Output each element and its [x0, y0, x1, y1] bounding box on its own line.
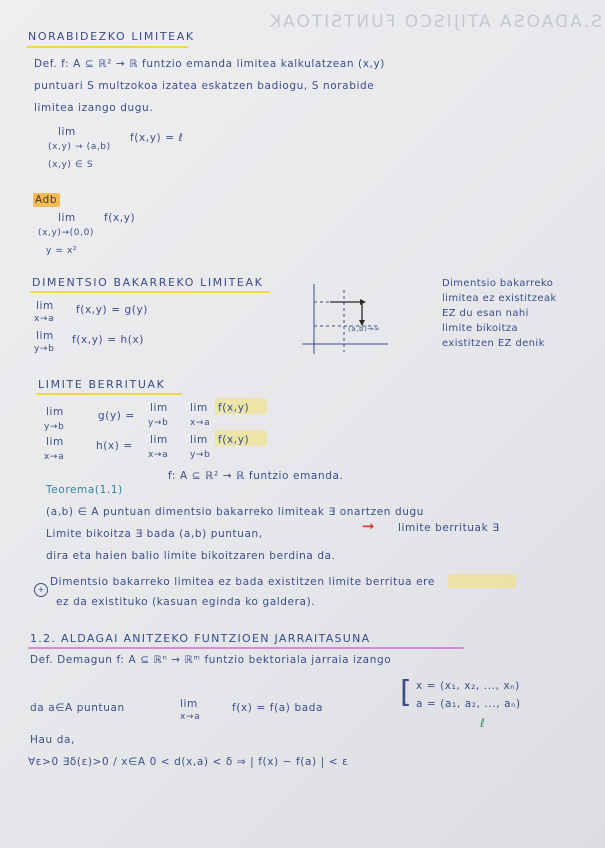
continuity-lim: lim [180, 698, 198, 710]
iter1-outer-sub: y→b [148, 418, 169, 428]
example-subscript: (x,y)→(0,0) [38, 228, 95, 238]
x-definition: x = (x₁, x₂, ..., xₙ) [416, 680, 520, 692]
note-line-5: existitzen EZ denik [442, 338, 545, 349]
iter1-outer-lim: lim [150, 402, 168, 414]
note-line-1: Dimentsio bakarreko [442, 278, 554, 289]
theorem-line-2: (a,b) ∈ A puntuan dimentsio bakarreko limiteak ∃ onartzen dugu [46, 506, 425, 518]
bleed-through-text: S.ADAOSA ATIJISCO FUNTSITOAK [267, 12, 602, 32]
iter1-inner-lim: lim [190, 402, 208, 414]
iter2-inner-lim: lim [190, 434, 208, 446]
continuity-line-2a: da a∈A puntuan [30, 702, 125, 714]
iter1-lhs: g(y) = [98, 410, 135, 422]
continuity-line-1: Def. Demagun f: A ⊆ ℝⁿ → ℝᵐ funtzio bektoriala jarraia izango [30, 654, 392, 666]
iter1-inner-sub: x→a [190, 418, 211, 428]
theorem-line-3b: limite berrituak ∃ [398, 522, 500, 534]
definition-line-2: puntuari S multzokoa izatea eskatzen badiogu, S norabide [34, 80, 375, 92]
iter1-lim: lim [46, 406, 64, 418]
iter2-inner-sub: y→b [190, 450, 211, 460]
limit-word: lim [58, 126, 76, 138]
note-marker: + [34, 583, 48, 597]
highlight-mark [448, 574, 516, 588]
title-underline [26, 46, 188, 48]
limit-condition: (x,y) ∈ S [48, 160, 94, 170]
definition-line-3: limitea izango dugu. [34, 102, 154, 114]
iter2-lhs: h(x) = [96, 440, 133, 452]
title-underline [30, 291, 270, 293]
limit-expression: f(x,y) = ℓ [130, 132, 184, 144]
section-title-directional-limits: NORABIDEZKO LIMITEAK [28, 30, 195, 43]
row2-expr: f(x,y) = h(x) [72, 334, 144, 346]
iter2-outer-sub: x→a [148, 450, 169, 460]
note-line-3: EZ du esan nahi [442, 308, 529, 319]
note-line-2: limitea ez existitzeak [442, 293, 557, 304]
ell-annotation: ℓ [480, 716, 486, 730]
title-underline [36, 393, 182, 395]
section-title-iterated-limits: LIMITE BERRITUAK [38, 378, 166, 391]
iter2-function: f(x,y) [218, 434, 250, 446]
continuity-line-3: Hau da, [30, 734, 75, 746]
iter1-function: f(x,y) [218, 402, 250, 414]
theorem-label: Teorema(1.1) [46, 484, 123, 496]
iter2-sub: x→a [44, 452, 65, 462]
limit-subscript: (x,y) → (a,b) [48, 142, 111, 152]
bracket-icon: [ [400, 675, 412, 710]
iter2-outer-lim: lim [150, 434, 168, 446]
continuity-lim-sub: x→a [180, 712, 201, 722]
example-label: Adb [35, 194, 58, 206]
continuity-line-2b: f(x) = f(a) bada [232, 702, 324, 714]
a-definition: a = (a₁, a₂, ..., aₙ) [416, 698, 521, 710]
theorem-line-1: f: A ⊆ ℝ² → ℝ funtzio emanda. [168, 470, 344, 482]
definition-line-1: Def. f: A ⊆ ℝ² → ℝ funtzio emanda limitea kalkulatzean (x,y) [34, 58, 385, 70]
note-line-2: ez da existituko (kasuan eginda ko galdera). [56, 596, 316, 608]
example-condition: y = x² [46, 246, 78, 256]
example-expression: f(x,y) [104, 212, 136, 224]
iter1-sub: y→b [44, 422, 65, 432]
theorem-line-4: dira eta haien balio limite bikoitzaren berdina da. [46, 550, 336, 562]
epsilon-delta-line: ∀ε>0 ∃δ(ε)>0 / x∈A 0 < d(x,a) < δ ⇒ | f(x) − f(a) | < ε [28, 756, 349, 768]
graph-point-label: (a,b)→∞ [348, 325, 381, 333]
sketch-graph [300, 282, 390, 358]
title-underline [28, 647, 464, 649]
row2-lim: lim [36, 330, 54, 342]
note-line-4: limite bikoitza [442, 323, 519, 334]
section-title-continuity: 1.2. ALDAGAI ANITZEKO FUNTZIOEN JARRAITASUNA [30, 632, 371, 645]
implies-arrow-icon: ➞ [362, 517, 375, 535]
row1-lim: lim [36, 300, 54, 312]
iter2-lim: lim [46, 436, 64, 448]
note-line-1: Dimentsio bakarreko limitea ez bada existitzen limite berritua ere [50, 576, 435, 588]
theorem-line-3a: Limite bikoitza ∃ bada (a,b) puntuan, [46, 528, 263, 540]
section-title-one-dim-limits: DIMENTSIO BAKARREKO LIMITEAK [32, 276, 264, 289]
row2-sub: y→b [34, 344, 55, 354]
row1-sub: x→a [34, 314, 55, 324]
row1-expr: f(x,y) = g(y) [76, 304, 148, 316]
example-limit-word: lim [58, 212, 76, 224]
